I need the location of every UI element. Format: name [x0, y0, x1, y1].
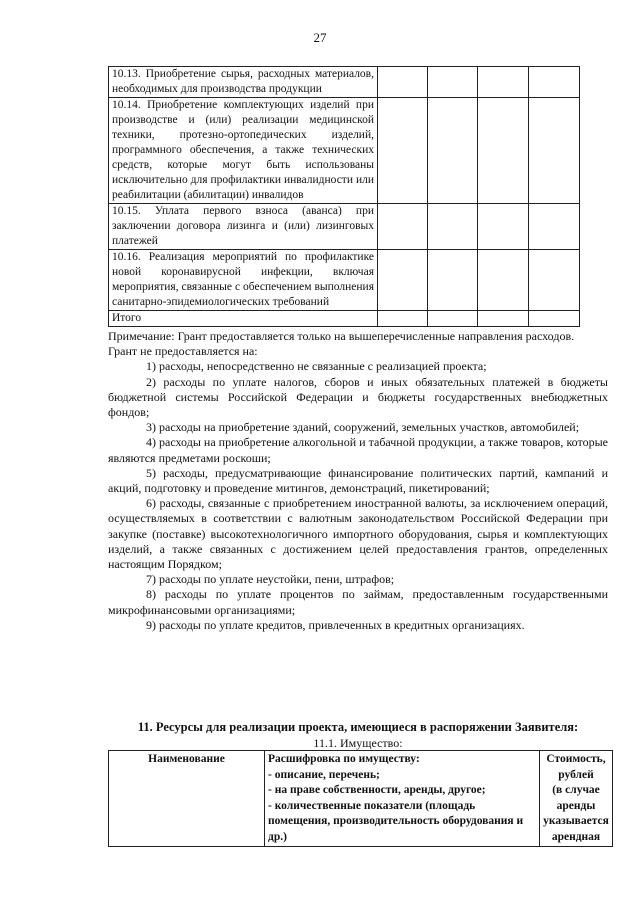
- table-row: [109, 204, 580, 250]
- empty-cell: [529, 311, 580, 327]
- empty-cell: [529, 204, 580, 250]
- expense-item-name: 10.16. Реализация мероприятий по профилактике новой коронавирусной инфекции, включая мероприятия, связанные с обеспечением выполнения санитарно-эпидемиологических требований: [109, 250, 378, 311]
- empty-cell: [529, 98, 580, 204]
- page-number: 27: [313, 30, 327, 45]
- empty-cell: [428, 204, 478, 250]
- empty-cell: [378, 67, 428, 98]
- empty-cell: [378, 204, 428, 250]
- subsection-title: 11.1. Имущество:: [313, 736, 403, 750]
- empty-cell: [378, 311, 428, 327]
- table-row: [109, 98, 580, 204]
- table-row: [109, 250, 580, 311]
- exclusion-item: 4) расходы на приобретение алкогольной и табачной продукции, а также товаров, которые являются предметами роскоши;: [108, 435, 608, 465]
- exclusion-item: 2) расходы по уплате налогов, сборов и иных обязательных платежей в бюджеты бюджетной системы Российской Федерации и бюджеты государственных внебюджетных фондов;: [108, 374, 608, 420]
- empty-cell: [478, 67, 529, 98]
- body-text: [108, 329, 608, 633]
- empty-cell: [478, 250, 529, 311]
- exclusion-item: 3) расходы на приобретение зданий, сооружений, земельных участков, автомобилей;: [146, 420, 580, 435]
- expense-item-name: 10.15. Уплата первого взноса (аванса) при заключении договора лизинга и (или) лизинговых платежей: [109, 204, 378, 250]
- exclusion-item: 7) расходы по уплате неустойки, пени, штрафов;: [146, 572, 395, 587]
- empty-cell: [378, 250, 428, 311]
- property-table-header: [109, 751, 613, 847]
- section-title: 11. Ресурсы для реализации проекта, имеющиеся в распоряжении Заявителя:: [137, 720, 579, 734]
- empty-cell: [478, 98, 529, 204]
- exclusion-list: [108, 359, 608, 633]
- table-row: [109, 311, 580, 327]
- empty-cell: [478, 204, 529, 250]
- header-cost: Стоимость, рублей (в случае аренды указывается арендная: [540, 751, 613, 847]
- exclusion-item: 5) расходы, предусматривающие финансирование политических партий, кампаний и акций, подготовку и проведение митингов, демонстраций, пикетирований;: [108, 465, 608, 496]
- empty-cell: [428, 98, 478, 204]
- exclusion-item: 8) расходы по уплате процентов по займам, предоставленным государственными микрофинансовыми организациями;: [108, 587, 608, 617]
- expense-item-name: Итого: [109, 311, 378, 327]
- exclusion-item: 9) расходы по уплате кредитов, привлеченных в кредитных организациях.: [146, 617, 525, 632]
- header-description: Расшифровка по имуществу: - описание, перечень; - на праве собственности, аренды, другое; - количественные показатели (площадь помещения, производительность оборудования и др.): [265, 751, 540, 847]
- empty-cell: [378, 98, 428, 204]
- empty-cell: [478, 311, 529, 327]
- grant-exclusions-intro: Грант не предоставляется на:: [108, 344, 258, 359]
- exclusion-item: 1) расходы, непосредственно не связанные с реализацией проекта;: [146, 359, 487, 374]
- empty-cell: [428, 67, 478, 98]
- property-table: [108, 750, 613, 847]
- expense-item-name: 10.13. Приобретение сырья, расходных материалов, необходимых для производства продукции: [109, 67, 378, 98]
- header-name: Наименование: [109, 751, 265, 847]
- empty-cell: [428, 311, 478, 327]
- empty-cell: [529, 250, 580, 311]
- exclusion-item: 6) расходы, связанные с приобретением иностранной валюты, за исключением операций, осуществляемых в соответствии с валютным законодательством Российской Федерации при закупке (поставке) высокотехнологичного импортного оборудования, сырья и комплектующих изделий, а также связанных с достижением целей предоставления грантов, определенных настоящим Порядком;: [108, 496, 608, 572]
- empty-cell: [529, 67, 580, 98]
- empty-cell: [428, 250, 478, 311]
- grant-note: Примечание: Грант предоставляется только на вышеперечисленные направления расходов.: [108, 329, 575, 343]
- expense-table: [108, 66, 580, 327]
- expense-item-name: 10.14. Приобретение комплектующих изделий при производстве и (или) реализации медицинской техники, протезно-ортопедических изделий, программного обеспечения, а также технических средств, которые могут быть использованы исключительно для профилактики инвалидности или реабилитации (абилитации) инвалидов: [109, 98, 378, 204]
- table-row: [109, 67, 580, 98]
